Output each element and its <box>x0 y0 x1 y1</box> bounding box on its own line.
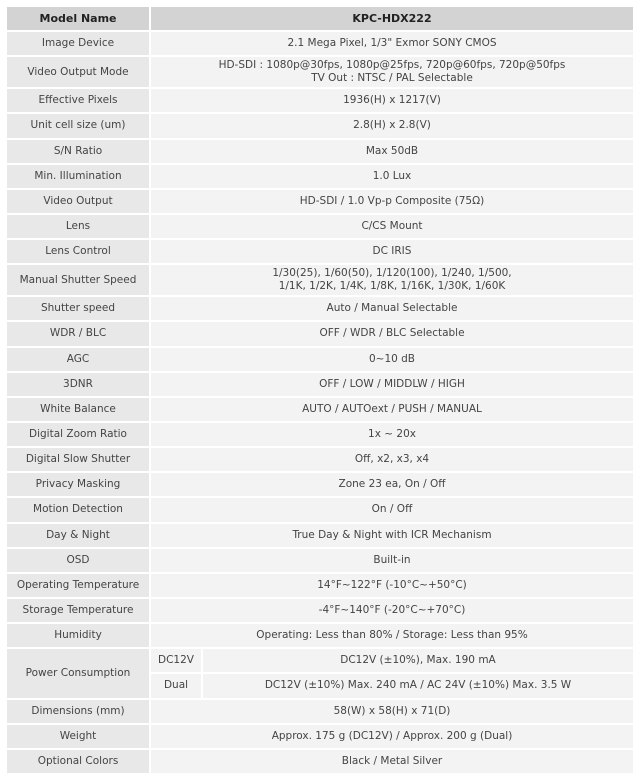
spec-label: Optional Colors <box>7 750 149 773</box>
table-row <box>7 624 633 647</box>
spec-value-line: Operating: Less than 80% / Storage: Less than 95% <box>256 629 528 642</box>
spec-value <box>151 373 633 396</box>
spec-label: Dimensions (mm) <box>7 700 149 723</box>
spec-value: DC12V (±10%) Max. 240 mA / AC 24V (±10%) Max. 3.5 W <box>203 674 633 697</box>
table-row <box>7 89 633 112</box>
spec-value <box>151 215 633 238</box>
table-row <box>7 750 633 773</box>
spec-value <box>151 398 633 421</box>
spec-table-body <box>7 7 633 773</box>
spec-label: OSD <box>7 549 149 572</box>
spec-value <box>151 240 633 263</box>
spec-label: Day & Night <box>7 524 149 547</box>
table-row <box>7 448 633 471</box>
spec-label: 3DNR <box>7 373 149 396</box>
spec-label: Manual Shutter Speed <box>7 265 149 295</box>
table-row <box>7 725 633 748</box>
spec-label: S/N Ratio <box>7 140 149 163</box>
spec-label: Weight <box>7 725 149 748</box>
spec-label: Operating Temperature <box>7 574 149 597</box>
spec-label: Shutter speed <box>7 297 149 320</box>
table-row <box>7 32 633 55</box>
spec-value-line: DC IRIS <box>372 245 412 258</box>
model-name-value: KPC-HDX222 <box>151 7 633 30</box>
spec-value <box>151 322 633 345</box>
spec-value: DC12V (±10%), Max. 190 mA <box>203 649 633 672</box>
spec-label: Image Device <box>7 32 149 55</box>
spec-value <box>151 700 633 723</box>
spec-label: Lens <box>7 215 149 238</box>
spec-value-line: OFF / LOW / MIDDLW / HIGH <box>319 377 465 390</box>
spec-value <box>151 549 633 572</box>
spec-value <box>151 725 633 748</box>
spec-value-line: OFF / WDR / BLC Selectable <box>319 327 465 340</box>
spec-value-line: True Day & Night with ICR Mechanism <box>292 528 492 541</box>
table-row <box>7 398 633 421</box>
spec-value <box>151 574 633 597</box>
spec-value-line: C/CS Mount <box>361 220 423 233</box>
spec-value-line: HD-SDI : 1080p@30fps, 1080p@25fps, 720p@60fps, 720p@50fps <box>218 59 566 72</box>
table-row <box>7 297 633 320</box>
spec-value <box>151 297 633 320</box>
table-row <box>7 57 633 87</box>
spec-value <box>151 524 633 547</box>
table-row <box>7 373 633 396</box>
table-row <box>7 524 633 547</box>
spec-value <box>151 599 633 622</box>
spec-value <box>151 140 633 163</box>
spec-value-line: 2.1 Mega Pixel, 1/3" Exmor SONY CMOS <box>287 37 497 50</box>
spec-value <box>151 114 633 137</box>
spec-value-line: On / Off <box>371 503 413 516</box>
table-row <box>7 240 633 263</box>
spec-label: White Balance <box>7 398 149 421</box>
spec-label: Humidity <box>7 624 149 647</box>
table-row <box>7 190 633 213</box>
table-header-row <box>7 7 633 30</box>
spec-value-line: 14°F~122°F (-10°C~+50°C) <box>317 578 467 591</box>
spec-label: Video Output <box>7 190 149 213</box>
spec-label: Power Consumption <box>7 649 149 697</box>
table-row <box>7 549 633 572</box>
spec-value <box>151 624 633 647</box>
spec-value-line: TV Out : NTSC / PAL Selectable <box>311 72 473 85</box>
spec-label: Privacy Masking <box>7 473 149 496</box>
table-row <box>7 114 633 137</box>
spec-value-line: -4°F~140°F (-20°C~+70°C) <box>318 604 466 617</box>
spec-value <box>151 348 633 371</box>
table-row <box>7 348 633 371</box>
table-row <box>7 165 633 188</box>
spec-label: Storage Temperature <box>7 599 149 622</box>
spec-table <box>5 5 635 775</box>
spec-value-line: 1.0 Lux <box>372 169 412 182</box>
spec-value-line: 0~10 dB <box>368 352 416 365</box>
spec-value <box>151 190 633 213</box>
spec-value <box>151 32 633 55</box>
table-row <box>7 574 633 597</box>
spec-value-line: Approx. 175 g (DC12V) / Approx. 200 g (Dual) <box>271 729 513 742</box>
spec-label: Unit cell size (um) <box>7 114 149 137</box>
spec-value-line: AUTO / AUTOext / PUSH / MANUAL <box>302 402 482 415</box>
spec-value-line: 1x ~ 20x <box>368 428 416 441</box>
spec-label: Lens Control <box>7 240 149 263</box>
spec-value <box>151 448 633 471</box>
spec-value-line: 1936(H) x 1217(V) <box>343 94 441 107</box>
spec-label: Video Output Mode <box>7 57 149 87</box>
spec-value-line: 58(W) x 58(H) x 71(D) <box>333 704 451 717</box>
power-sub-label: DC12V <box>151 649 201 672</box>
table-row <box>7 498 633 521</box>
spec-label: Digital Zoom Ratio <box>7 423 149 446</box>
spec-value-line: Zone 23 ea, On / Off <box>338 478 446 491</box>
spec-value <box>151 89 633 112</box>
table-row <box>7 140 633 163</box>
table-row <box>7 265 633 295</box>
spec-value <box>151 165 633 188</box>
spec-value-line: Black / Metal Silver <box>341 754 443 767</box>
table-row <box>7 700 633 723</box>
spec-label: Effective Pixels <box>7 89 149 112</box>
header-label: Model Name <box>7 7 149 30</box>
spec-value-line: 1/30(25), 1/60(50), 1/120(100), 1/240, 1/500, <box>272 267 512 280</box>
spec-value-line: Built-in <box>373 553 411 566</box>
spec-value-line: 1/1K, 1/2K, 1/4K, 1/8K, 1/16K, 1/30K, 1/60K <box>278 280 506 293</box>
spec-value-line: HD-SDI / 1.0 Vp-p Composite (75Ω) <box>299 194 485 207</box>
spec-label: Motion Detection <box>7 498 149 521</box>
table-row <box>7 649 633 672</box>
spec-label: Digital Slow Shutter <box>7 448 149 471</box>
spec-value <box>151 265 633 295</box>
spec-label: AGC <box>7 348 149 371</box>
table-row <box>7 215 633 238</box>
spec-value-line: Auto / Manual Selectable <box>326 302 458 315</box>
spec-value <box>151 473 633 496</box>
spec-value <box>151 423 633 446</box>
spec-label: Min. Illumination <box>7 165 149 188</box>
table-row <box>7 599 633 622</box>
spec-value <box>151 750 633 773</box>
table-row <box>7 322 633 345</box>
spec-label: WDR / BLC <box>7 322 149 345</box>
spec-value-line: Max 50dB <box>365 144 419 157</box>
spec-value-line: Off, x2, x3, x4 <box>354 453 430 466</box>
spec-value <box>151 57 633 87</box>
spec-value <box>151 498 633 521</box>
table-row <box>7 423 633 446</box>
spec-value-line: 2.8(H) x 2.8(V) <box>353 119 431 132</box>
power-sub-label: Dual <box>151 674 201 697</box>
table-row <box>7 473 633 496</box>
